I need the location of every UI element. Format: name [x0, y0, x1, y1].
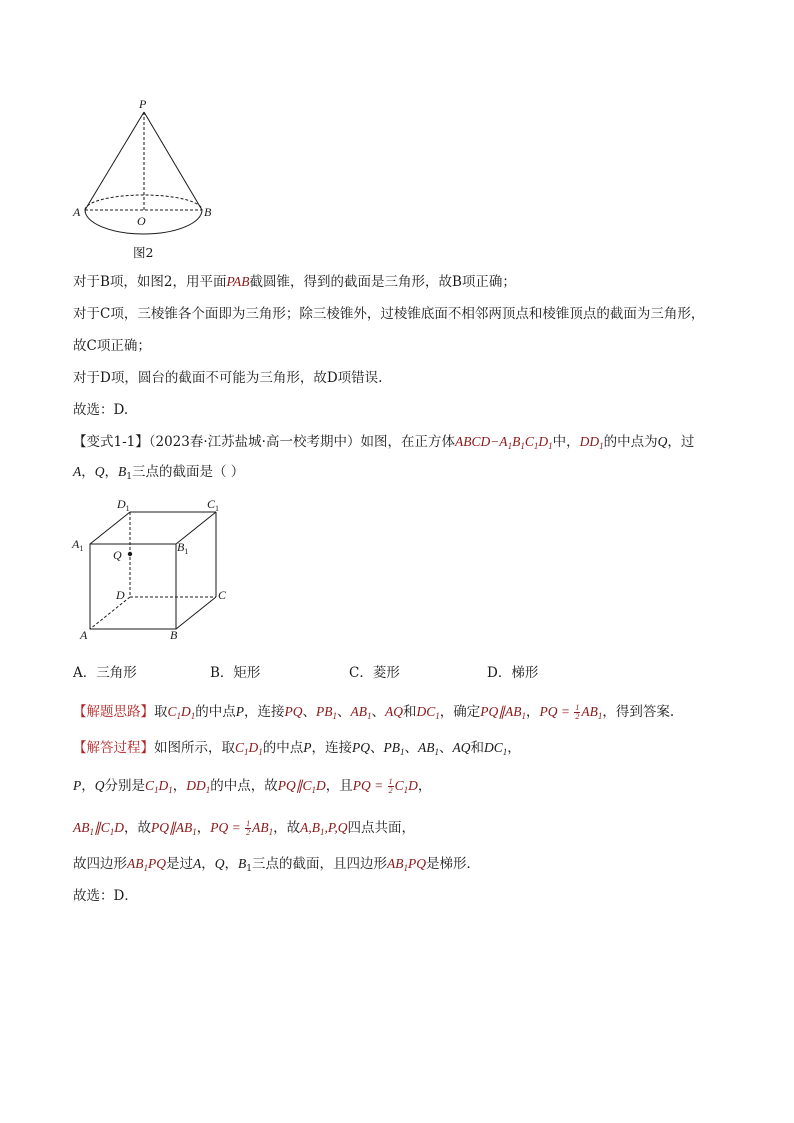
item-c-line2: 故C项正确；: [73, 338, 151, 354]
variant-line1: 【变式1-1】（2023春·江苏盐城·高一校考期中）如图，在正方体$ABCD-A_1B_1C_1D_1$中，$DD_1$的中点为Q，过: [73, 434, 695, 451]
option-b: B．矩形: [210, 665, 261, 681]
cube-figure: [70, 492, 240, 647]
cone-edge-left: [85, 112, 144, 210]
answer-2: 故选：D．: [73, 888, 138, 904]
label-b1: $B_1$: [177, 540, 189, 556]
item-b-line: 对于B项，如图2，用平面PAB截圆锥，得到的截面是三角形，故B项正确；: [73, 274, 516, 290]
solution-line2: P，Q分别是$C_1D_1$，$DD_1$的中点，故$PQ\parallel C_1D$，且PQ = $\frac{1}{2}$ $C_1D$，: [73, 777, 432, 795]
label-o: O: [137, 214, 146, 228]
edge-bc: [176, 597, 216, 629]
label-b: B: [170, 628, 178, 642]
item-d-line: 对于D项，圆台的截面不可能为三角形，故D项错误.: [73, 370, 383, 386]
label-c: C: [218, 588, 227, 602]
variant-tag: 【变式1-1】: [73, 434, 149, 450]
variant-line2: A，Q，$B_1$三点的截面是（ ）: [73, 464, 245, 482]
cone-figure: [60, 95, 230, 265]
point-q: [128, 552, 132, 556]
hint-line: 【解题思路】取$C_1D_1$的中点P，连接PQ、$PB_1$、$AB_1$、AQ和$DC_1$，确定$PQ\parallel AB_1$，PQ = $\frac{1}{2}$ $AB_1$，得到答案.: [73, 703, 675, 721]
label-q: Q: [113, 548, 122, 562]
hint-tag: 【解题思路】: [73, 704, 154, 720]
label-b: B: [204, 205, 212, 219]
front-face: [90, 544, 176, 629]
item-c-line1: 对于C项，三棱锥各个面即为三角形；除三棱锥外，过棱锥底面不相邻两顶点和棱锥顶点的截面为三角形，: [73, 306, 705, 322]
answer-1: 故选：D.: [73, 402, 129, 418]
solution-line3: $AB_1\parallel C_1D$，故$PQ\parallel AB_1$，PQ = $\frac{1}{2}$ $AB_1$，故$A,B_1,P,Q$四点共面，: [73, 819, 416, 837]
label-a: A: [73, 205, 81, 219]
solution-line4: 故四边形$AB_1PQ$是过A，Q，$B_1$三点的截面，且四边形$AB_1PQ$是梯形．: [73, 856, 480, 874]
label-a: A: [80, 628, 88, 642]
label-c1: $C_1$: [207, 497, 220, 513]
option-d: D．梯形: [487, 665, 539, 681]
solution-line1: 【解答过程】如图所示，取$C_1D_1$的中点P，连接PQ、$PB_1$、$AB_1$、AQ和$DC_1$，: [73, 740, 521, 757]
edge-a1d1: [90, 512, 130, 544]
label-a1: $A_1$: [72, 537, 84, 553]
option-a: A．三角形: [73, 665, 137, 681]
label-d: D: [116, 588, 125, 602]
label-d1: $D_1$: [117, 497, 130, 513]
figure2-caption: 图2: [133, 245, 154, 260]
solution-tag: 【解答过程】: [73, 740, 154, 756]
label-p: P: [139, 97, 147, 111]
option-c: C．菱形: [349, 665, 400, 681]
